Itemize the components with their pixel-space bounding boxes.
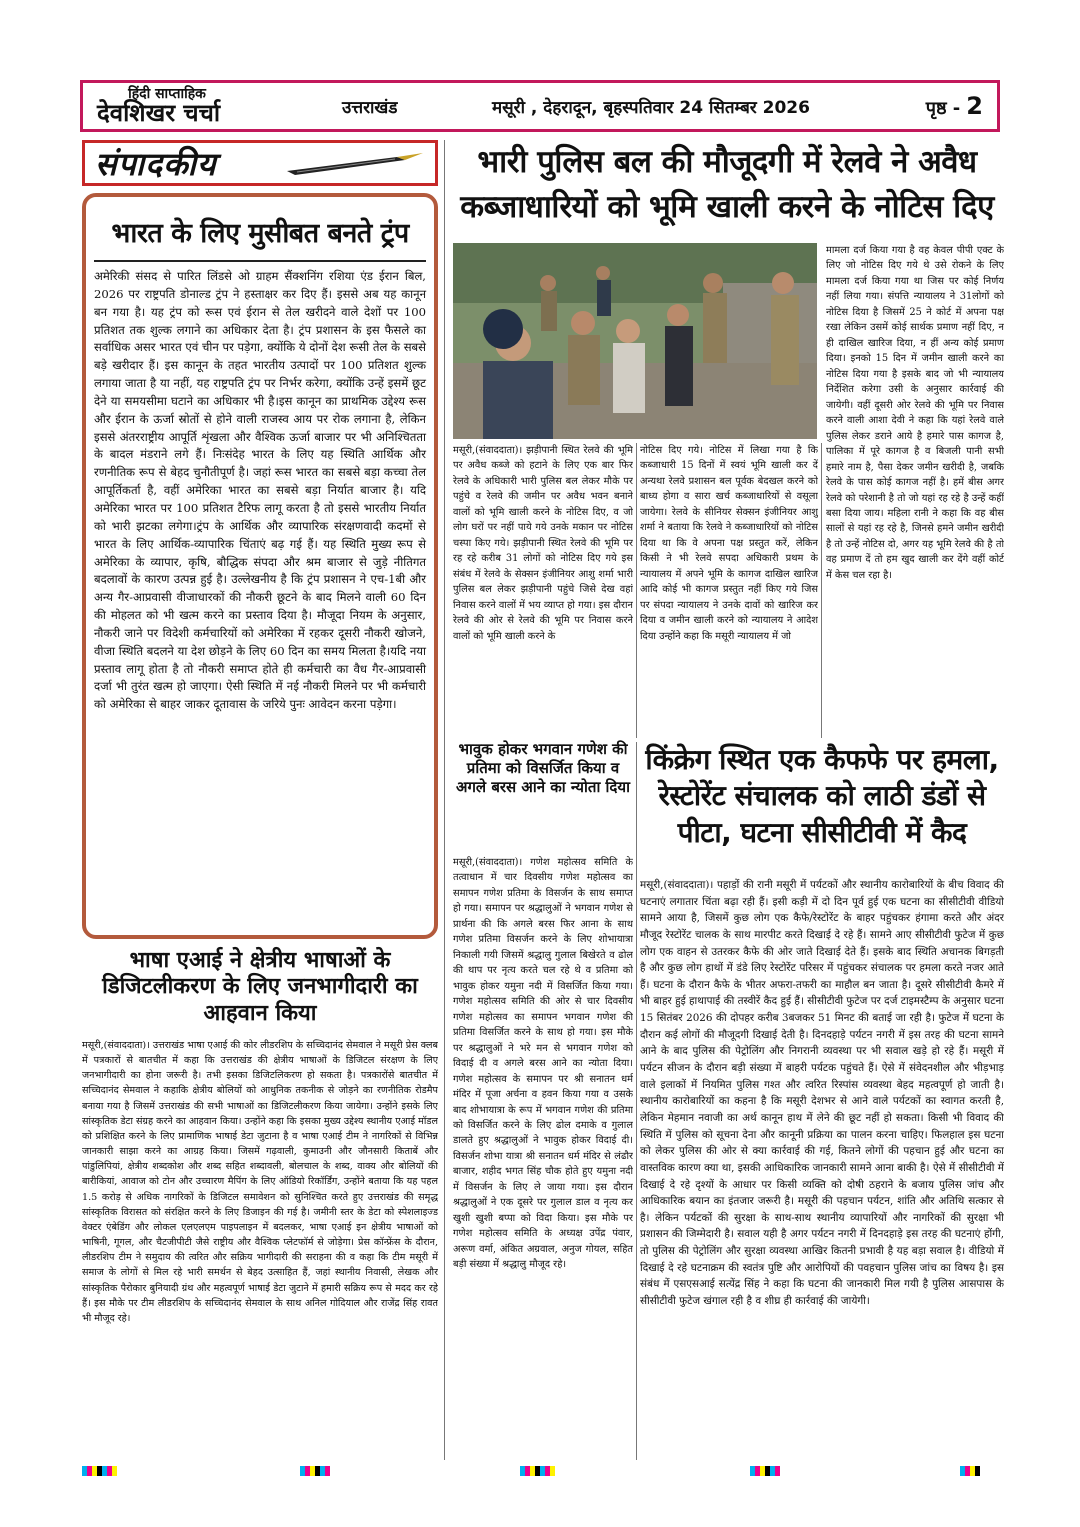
registration-color-bar [300,1466,330,1476]
bhasha-ai-body: मसूरी,(संवाददाता)। उत्तराखंड भाषा एआई की कोर लीडरशिप के सच्चिदानंद सेमवाल ने मसूरी प्रेस क्लब में पत्रकारों से बातचीत में कहा कि उत्तराखंड की क्षेत्रीय भाषाओं के डिजिटल संरक्षण के लिए जनभागीदारी का होना जरूरी है। तभी इसका डिजिटलिकरण हो सकता है। पत्रकारोंसे बातचीत में सच्चिदानंद सेमवाल ने कहाकि क्षेत्रीय बोलियों को आधुनिक तकनीक से जोड़ने का रणनीतिक रोडमैप बनाया गया है जिसमें उत्तराखंड की सभी भाषाओं का डिजिटलीकरण किया जायेगा। उन्होंने इसके लिए सांस्कृतिक डेटा संग्रह करने का आहवान किया। उन्होंने कहा कि इसका मुख्य उद्देश्य स्थानीय एआई मॉडल को प्रशिक्षित करने के लिए प्रामाणिक भाषाई डेटा जुटाना है व भाषा एआई टीम ने नागरिकों से विभिन्न जानकारी साझा करने का आग्रह किया। जिसमें गढ़वाली, कुमाउनी और जौनसारी किताबें और पांडुलिपियां, क्षेत्रीय शब्दकोश और शब्द सहित शब्दावली, बोलचाल के शब्द, वाक्य और बोलियों की बारीकियां, आवाज को टोन और उच्चारण मैपिंग के लिए ऑडियो रिकॉर्डिंग, उन्होंने बताया कि यह पहल 1.5 करोड़ से अधिक नागरिकों के डिजिटल समावेशन को सुनिश्चित करते हुए उत्तराखंड की समृद्ध सांस्कृतिक विरासत को संरक्षित करने के लिए डिजाइन की गई है। जमीनी स्तर के डेटा को स्पेशलाइज्ड वेक्टर एंबेडिंग और लोकल एलएलएम पाइपलाइन में बदलकर, भाषा एआई इन क्षेत्रीय भाषाओं को भाषिनी, गूगल, और चैटजीपीटी जैसे राष्ट्रीय और वैश्विक प्लेटफॉर्म से जोड़ेगा। प्रेस कॉन्फ्रेंस के दौरान, लीडरशिप टीम ने समुदाय की त्वरित और सक्रिय भागीदारी की सराहना की व कहा कि टीम मसूरी में समाज के लोगों से मिल रहे भारी समर्थन से बेहद उत्साहित हैं, जहां स्थानीय निवासी, लेखक और सांस्कृतिक पैरोकार बुनियादी ग्रंथ और महत्वपूर्ण भाषाई डेटा जुटाने में हमारी सक्रिय रूप से मदद कर रहे हैं। इस मौके पर टीम लीडरशिप के सच्चिदानंद सेमवाल के साथ अनिल गोदियाल और राजेंद्र सिंह रावत भी मौजूद रहे। [82,1040,438,1324]
column-rule [636,443,637,738]
editorial-banner [82,140,438,186]
column-rule [821,443,822,738]
railway-body-col3: मामला दर्ज किया गया है वह केवल पीपी एक्ट के लिए जो नोटिस दिए गये थे उसे रोकने के लिए मामला दर्ज किया गया था जिस पर कोई निर्णय नहीं लिया गया। संपत्ति न्यायालय ने 31लोगों को नोटिस दिया है जिसमें 25 ने कोर्ट में अपना पक्ष रखा लेकिन उसमें कोई सार्थक प्रमाण नहीं दिए, न ही दाखिल खारिज दिया, न हीं अन्य कोई प्रमाण दिया। इनको 15 दिन में जमीन खाली करने का नोटिस दिया गया है इसके बाद जो भी न्यायालय निर्देशित करेगा उसी के अनुसार कार्रवाई की जायेगी। वहीं दूसरी ओर रेलवे की भूमि पर निवास करने वाली आशा देवी ने कहा कि यहां रेलवे वाले पुलिस लेकर डराने आये है हमारे पास कागज है, पालिका में पूरे कागज है व बिजली पानी सभी हमारे नाम है, पैसा देकर जमीन खरीदी है, जबकि रेलवे के पास कोई कागज नहीं है। हमें बीस अगर रेलवे को परेशानी है तो जो यहां रह रहे है उन्हें कहीं बसा दिया जाय। महिला रानी ने कहा कि वह बीस सालों से यहां रह रहे है, जिनसे हमने जमीन खरीदी है तो उन्हें नोटिस दो, अगर यह भूमि रेलवे की है तो वह प्रमाण दें तो हम खुद खाली कर देंगे वहीं कोर्ट में केस चल रहा है। [826,245,1004,581]
photo-illustration [453,243,817,439]
cafe-attack-headline: किंक्रेग स्थित एक कैफफे पर हमला, रेस्टोरेंट संचालक को लाठी डंडों से पीटा, घटना सीसीटीवी में कैद [645,743,999,849]
newspaper-frequency: हिंदी साप्ताहिक [128,86,206,102]
editorial-label: संपादकीय [95,144,217,183]
registration-color-bar [960,1466,980,1476]
railway-body-col1: मसूरी,(संवाददाता)। झड़ीपानी स्थित रेलवे की भूमि पर अवैध कब्जे को हटाने के लिए एक बार फिर रेलवे के अधिकारी भारी पुलिस बल लेकर मौके पर पहुंचे व रेलवे की जमीन पर अवैध भवन बनाने वालों को भूमि खाली करने के नोटिस दिए, व जो लोग घरों पर नहीं पाये गये उनके मकान पर नोटिस चस्पा किए गये। झड़ीपानी स्थित रेलवे की भूमि पर रह रहे करीब 31 लोगों को नोटिस दिए गये इस संबंध में रेलवे के सेक्सन इंजीनियर आशु शर्मा भारी पुलिस बल लेकर झड़ीपानी पहुंचे जिसे देख वहां निवास करने वालों में भय व्याप्त हो गया। इस दौरान रेलवे की ओर से रेलवे की भूमि पर निवास करने वालों को भूमि खाली करने के [453,445,633,642]
editorial-article [82,193,438,939]
cafe-attack-body: मसूरी,(संवाददाता)। पहाड़ों की रानी मसूरी में पर्यटकों और स्थानीय कारोबारियों के बीच विवाद की घटनाएं लगातार चिंता बढ़ा रही हैं। इसी कड़ी में दो दिन पूर्व हुई एक घटना का सीसीटीवी वीडियो सामने आया है, जिसमें कुछ लोग एक कैफे/रेस्टोरेंट के बाहर पहुंचकर हंगामा करते और अंदर मौजूद रेस्टोरेंट चालक के साथ मारपीट करते दिखाई दे रहे हैं। सामने आए सीसीटीवी फुटेज में कुछ लोग एक वाहन से उतरकर कैफे की ओर जाते दिखाई देते हैं। इसके बाद स्थिति अचानक बिगड़ती है और कुछ लोग हाथों में डंडे लिए रेस्टोरेंट परिसर में पहुंचकर संचालक पर हमला करते नजर आते हैं। घटना के दौरान कैफे के भीतर अफरा-तफरी का माहौल बन जाता है। दूसरे सीसीटीवी कैमरे में भी बाहर हुई हाथापाई की तस्वीरें कैद हुई हैं। सीसीटीवी फुटेज पर दर्ज टाइमस्टैम्प के अनुसार घटना 15 सितंबर 2026 की दोपहर करीब 3बजकर 51 मिनट की बताई जा रही है। फुटेज में घटना के दौरान कई लोगों की मौजूदगी दिखाई देती है। दिनदहाड़े पर्यटन नगरी में इस तरह की घटना सामने आने के बाद पुलिस की पेट्रोलिंग और निगरानी व्यवस्था पर भी सवाल खड़े हो रहे हैं। मसूरी में पर्यटन सीजन के दौरान बड़ी संख्या में बाहरी पर्यटक पहुंचते हैं। ऐसे में संवेदनशील और भीड़भाड़ वाले इलाकों में नियमित पुलिस गश्त और त्वरित रिस्पांस व्यवस्था बेहद महत्वपूर्ण हो जाती है। स्थानीय कारोबारियों का कहना है कि मसूरी देशभर से आने वाले पर्यटकों का स्वागत करती है, लेकिन मेहमान नवाजी का अर्थ कानून हाथ में लेने की छूट नहीं हो सकता। किसी भी विवाद की स्थिति में पुलिस को सूचना देना और कानूनी प्रक्रिया का पालन करना चाहिए। फिलहाल इस घटना को लेकर पुलिस की ओर से क्या कार्रवाई की गई, कितने लोगों की पहचान हुई और घटना का वास्तविक कारण क्या था, इसकी आधिकारिक जानकारी सामने आना बाकी है। ऐसे में सीसीटीवी में दिखाई दे रहे दृश्यों के आधार पर किसी व्यक्ति को दोषी ठहराने के बजाय पुलिस जांच और आधिकारिक बयान का इंतजार जरूरी है। मसूरी की पहचान पर्यटन, शांति और अतिथि सत्कार से है। लेकिन पर्यटकों की सुरक्षा के साथ-साथ स्थानीय व्यापारियों और नागरिकों की सुरक्षा भी प्रशासन की जिम्मेदारी है। सवाल यही है अगर पर्यटन नगरी में दिनदहाड़े इस तरह की घटनाएं होंगी, तो पुलिस की पेट्रोलिंग और सुरक्षा व्यवस्था आखिर कितनी प्रभावी है यह बड़ा सवाल है। वीडियो में दिखाई दे रहे घटनाक्रम की स्वतंत्र पुष्टि और आरोपियों की पवहचान पुलिस जांच का विषय है। इस संबंध में एसएसआई सत्येंद्र सिंह ने कहा कि घटना की जानकारी मिल गयी है पुलिस आसपास के सीसीटीवी फुटेज खंगाल रही है व शीघ्र ही कार्रवाई की जायेगी। [640,879,1004,1308]
railway-body-col2: नोटिस दिए गये। नोटिस में लिखा गया है कि कब्जाधारी 15 दिनों में स्वयं भूमि खाली कर दें अन्यथा रेलवे प्रशासन बल पूर्वक बेदखल करने को बाध्य होगा व सारा खर्च कब्जाधारियों से वसूला जायेगा। रेलवे के सीनियर सेक्सन इंजीनियर आशु शर्मा ने बताया कि रेलवे ने कब्जाधारियों को नोटिस दिया था कि वे अपना पक्ष प्रस्तुत करें, लेकिन किसी ने भी रेलवे सपदा अधिकारी प्रथम के न्यायालय में अपने भूमि के कागज दाखिल खारिज आदि कोई भी कागज प्रस्तुत नहीं किए गये जिस पर संपदा न्यायालय ने उनके दावों को खारिज कर दिया व जमीन खाली करने को न्यायालय ने आदेश दिया उन्होंने कहा कि मसूरी न्यायालय में जो [640,445,818,642]
edition-state: उत्तराखंड [342,97,398,118]
page-number: 2 [966,92,983,120]
newspaper-name: देवशिखर चर्चा [97,99,221,127]
editorial-title: भारत के लिए मुसीबत बनते ट्रंप [94,205,426,262]
newspaper-brand [97,87,287,125]
dateline: मसूरी , देहरादून, बृहस्पतिवार 24 सितम्बर 2026 [492,97,810,118]
column-rule [444,140,445,1460]
railway-police-photo [453,243,817,439]
registration-color-bar [750,1466,780,1476]
railway-headline: भारी पुलिस बल की मौजूदगी में रेलवे ने अवैध कब्जाधारियों को भूमि खाली करने के नोटिस दिए [460,144,994,225]
page-label: पृष्ठ - [925,98,961,119]
fountain-pen-icon [277,151,427,177]
ganesh-headline: भावुक होकर भगवान गणेश की प्रतिमा को विसर्जित किया व अगले बरस आने का न्योता दिया [456,740,630,796]
column-rule [636,742,637,1460]
registration-color-bar [82,1466,117,1476]
registration-color-bar [520,1466,555,1476]
page-indicator [926,92,983,120]
editorial-body: अमेरिकी संसद से पारित लिंडसे ओ ग्राहम सैंक्शनिंग रशिया एंड ईरान बिल, 2026 पर राष्ट्रपति डोनाल्ड ट्रंप ने हस्ताक्षर कर दिए हैं। इससे अब यह कानून बन गया है। यह ट्रंप को रूस एवं ईरान से तेल खरीदने वाले देशों पर 100 प्रतिशत तक शुल्क लगाने का अधिकार देता है। ट्रंप प्रशासन के इस फैसले का सर्वाधिक असर भारत एवं चीन पर पड़ेगा, क्योंकि ये दोनों देश रूसी तेल के सबसे बड़े खरीदार हैं। इस कानून के तहत भारतीय उत्पादों पर 100 प्रतिशत शुल्क लगाया जाता है या नहीं, यह राष्ट्रपति ट्रंप पर निर्भर करेगा, क्योंकि उन्हें इसमें छूट देने या समयसीमा घटाने का अधिकार भी है।इस कानून का प्राथमिक उद्देश्य रूस और ईरान के ऊर्जा स्रोतों से होने वाली राजस्व आय पर रोक लगाना है, लेकिन इससे अंतरराष्ट्रीय आपूर्ति शृंखला और वैश्विक ऊर्जा बाजार पर भी अनिश्चितता के बादल मंडराने लगे हैं। निःसंदेह भारत के लिए यह स्थिति आर्थिक और रणनीतिक रूप से बेहद चुनौतीपूर्ण है। जहां रूस भारत का सबसे बड़ा कच्चा तेल आपूर्तिकर्ता है, वहीं अमेरिका भारत का सबसे बड़ा निर्यात बाजार है। यदि अमेरिका भारत पर 100 प्रतिशत टैरिफ लागू करता है तो इससे भारतीय निर्यात को भारी झटका लगेगा।ट्रंप के आर्थिक और व्यापारिक संरक्षणवादी कदमों से भारत के लिए आर्थिक-व्यापारिक चिंताएं बढ़ गई हैं। यह स्थिति मुख्य रूप से अमेरिका के व्यापार, कृषि, बौद्धिक संपदा और श्रम बाजार से जुड़े नीतिगत बदलावों के कारण उत्पन्न हुई है। उल्लेखनीय है कि ट्रंप प्रशासन ने एच-1बी और अन्य गैर-आप्रवासी वीजाधारकों की नौकरी छूटने के बाद मिलने वाली 60 दिन की मोहलत को भी खत्म करने का प्रस्ताव दिया है। मौजूदा नियम के अनुसार, नौकरी जाने पर विदेशी कर्मचारियों को अमेरिका में रहकर दूसरी नौकरी खोजने, वीजा स्थिति बदलने या देश छोड़ने के लिए 60 दिन का समय मिलता है।यदि नया प्रस्ताव लागू होता है तो नौकरी समाप्त होते ही कर्मचारी का वैध गैर-आप्रवासी दर्जा भी तुरंत खत्म हो जाएगा। ऐसी स्थिति में नई नौकरी मिलने पर भी कर्मचारी को अमेरिका से बाहर जाकर दूतावास के जरिये पुनः आवेदन करना पड़ेगा। [94,269,426,712]
ganesh-body: मसूरी,(संवाददाता)। गणेश महोत्सव समिति के तत्वाधान में चार दिवसीय गणेश महोत्सव का समापन गणेश प्रतिमा के विसर्जन के साथ समाप्त हो गया। समापन पर श्रद्धालुओं ने भगवान गणेश से प्रार्थना की कि अगले बरस फिर आना के साथ गणेश प्रतिमा विसर्जन करने के लिए शोभायात्रा निकाली गयी जिसमें श्रद्धालु गुलाल बिखेरते व ढोल की थाप पर नृत्य करते चल रहे थे व प्रतिमा को भावुक होकर यमुना नदी में विसर्जित किया गया। गणेश महोत्सव समिति की ओर से चार दिवसीय गणेश महोत्सव का समापन भगवान गणेश की प्रतिमा विसर्जित करने के साथ हो गया। इस मौके पर श्रद्धालुओं ने भरे मन से भगवान गणेश को विदाई दी व अगले बरस आने का न्योता दिया। गणेश महोत्सव के समापन पर श्री सनातन धर्म मंदिर में पूजा अर्चना व हवन किया गया व उसके बाद शोभायात्रा के रूप में भगवान गणेश की प्रतिमा को विसर्जित करने के लिए ढोल दमाके व गुलाल डालते हुए श्रद्धालुओं ने भावुक होकर विदाई दी। विसर्जन शोभा यात्रा श्री सनातन धर्म मंदिर से लंढौर बाजार, शहीद भगत सिंह चौक होते हुए यमुना नदी में विसर्जन के लिए ले जाया गया। इस दौरान श्रद्धालुओं ने एक दूसरे पर गुलाल डाल व नृत्य कर खुशी खुशी बप्पा को विदा किया। इस मौके पर गणेश महोत्सव समिति के अध्यक्ष उपेंद्र पंवार, अरूण वर्मा, अंकित अग्रवाल, अनुज गोयल, सहित बड़ी संख्या में श्रद्धालु मौजूद रहे। [453,857,633,1271]
masthead [80,80,1000,132]
bhasha-ai-headline: भाषा एआई ने क्षेत्रीय भाषाओं के डिजिटलीकरण के लिए जनभागीदारी का आहवान किया [102,948,418,1026]
